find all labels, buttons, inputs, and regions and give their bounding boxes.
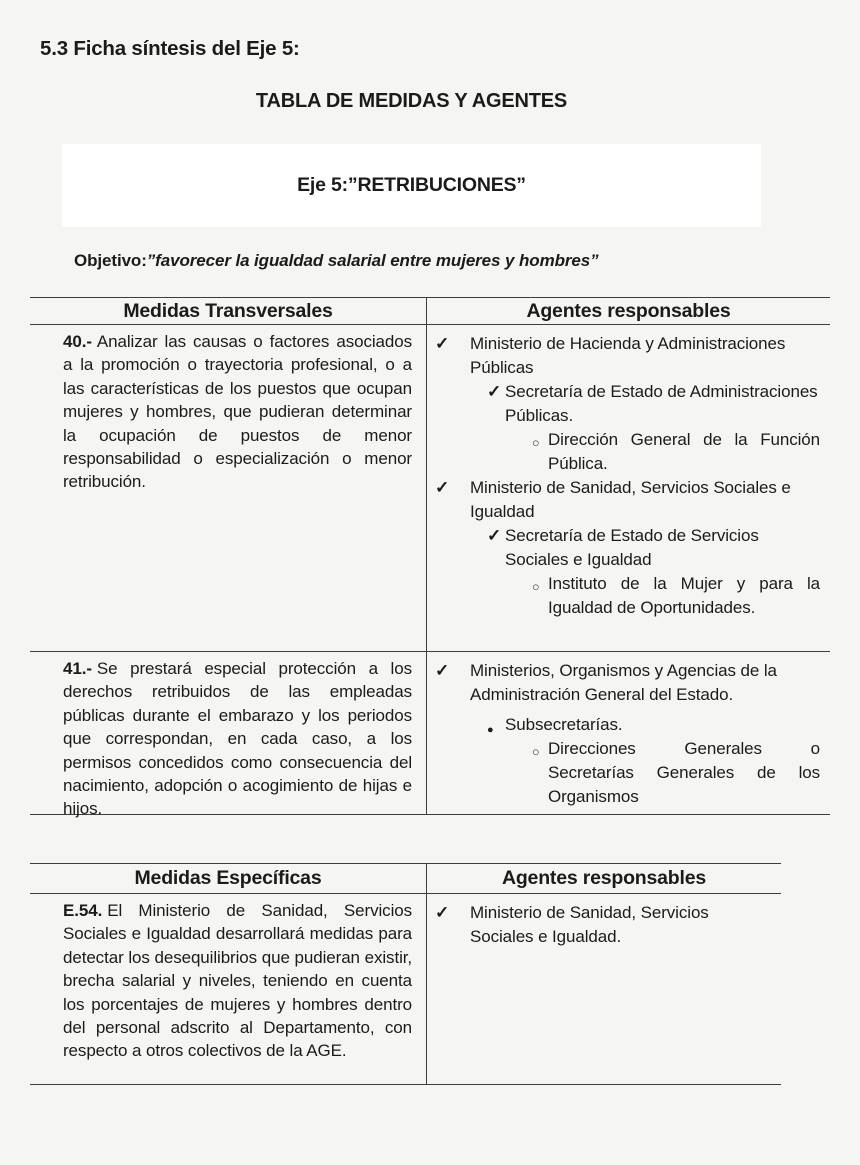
eje-title-box bbox=[62, 144, 761, 227]
table-medidas-transversales bbox=[30, 297, 830, 819]
agent-item: ✓ Secretaría de Estado de Administraciones Públicas. bbox=[487, 382, 818, 425]
check-icon: ✓ bbox=[487, 526, 502, 545]
circle-bullet-icon: ○ bbox=[532, 745, 540, 759]
agent-item: ✓ Secretaría de Estado de Servicios Sociales e Igualdad bbox=[487, 526, 759, 569]
objective-line bbox=[74, 251, 599, 271]
agents-40-cell bbox=[427, 325, 830, 651]
dot-bullet-icon: ● bbox=[487, 724, 494, 736]
measure-41-cell bbox=[30, 652, 427, 819]
table2-row-e54 bbox=[30, 894, 781, 1085]
measure-41-text: 41.- Se prestará especial protección a los derechos retribuidos de las empleadas públicas durante el embarazo y los periodos que correspondan, en cada caso, a los permisos concedidos como consecuencia del nacimiento, adopción o acogimiento de hijas e hijos. bbox=[63, 659, 412, 819]
check-icon: ✓ bbox=[435, 478, 450, 497]
circle-bullet-icon: ○ bbox=[532, 580, 540, 594]
measure-e54-text: E.54. El Ministerio de Sanidad, Servicios Sociales e Igualdad desarrollará medidas para detectar los desequilibrios que pudieran existir, brecha salarial y niveles, teniendo en cuenta los porcentajes de mujeres y hombres dentro del personal adscrito al Departamento, con respecto a otros colectivos de la AGE. bbox=[63, 901, 412, 1061]
table1-header-row bbox=[30, 298, 830, 325]
doc-title: TABLA DE MEDIDAS Y AGENTES bbox=[255, 90, 568, 112]
agents-41-cell bbox=[427, 652, 830, 814]
eje-title: Eje 5:”RETRIBUCIONES” bbox=[297, 174, 526, 196]
agent-item: ○ Direcciones Generales o Secretarías Generales de los Organismos bbox=[532, 739, 820, 806]
agents-e54-cell bbox=[427, 894, 781, 1084]
check-icon: ✓ bbox=[435, 903, 450, 922]
measure-41-number: 41.- bbox=[63, 659, 92, 678]
agent-item: ✓ Ministerio de Hacienda y Administraciones Públicas bbox=[435, 334, 786, 377]
agent-item: ● Subsecretarías. bbox=[427, 713, 820, 737]
check-icon: ✓ bbox=[435, 334, 450, 353]
measure-40-number: 40.- bbox=[63, 332, 92, 351]
check-icon: ✓ bbox=[435, 661, 450, 680]
objective-quote: ”favorecer la igualdad salarial entre mujeres y hombres” bbox=[146, 251, 599, 270]
agent-item: ✓ Ministerio de Sanidad, Servicios Sociales e Igualdad bbox=[435, 478, 791, 521]
measure-40-cell bbox=[30, 325, 427, 651]
header-agentes-responsables-2: Agentes responsables bbox=[501, 867, 707, 889]
header-agentes-responsables-1: Agentes responsables bbox=[526, 299, 731, 322]
table2-header-row bbox=[30, 864, 781, 894]
table1-row-41 bbox=[30, 652, 830, 819]
measure-e54-number: E.54. bbox=[63, 901, 103, 920]
agent-item: ○ Instituto de la Mujer y para la Igualdad de Oportunidades. bbox=[532, 574, 820, 617]
header-medidas-transversales: Medidas Transversales bbox=[30, 298, 427, 324]
circle-bullet-icon: ○ bbox=[532, 436, 540, 450]
agent-item: ✓ Ministerios, Organismos y Agencias de la Administración General del Estado. bbox=[435, 661, 777, 704]
measure-40-text: 40.- Analizar las causas o factores asociados a la promoción o trayectoria profesional, o a las características de los puestos que ocupan mujeres y hombres, que pudieran determinar la ocupación de puestos de menor responsabilidad o especialización o menor retribución. bbox=[63, 332, 412, 492]
table1-row-40 bbox=[30, 325, 830, 652]
section-heading: 5.3 Ficha síntesis del Eje 5: bbox=[40, 37, 300, 60]
check-icon: ✓ bbox=[487, 382, 502, 401]
measure-e54-cell bbox=[30, 894, 427, 1084]
table-medidas-especificas bbox=[30, 863, 781, 1085]
agent-item: ✓ Ministerio de Sanidad, Servicios Sociales e Igualdad. bbox=[435, 903, 709, 946]
agent-item: ○ Dirección General de la Función Pública. bbox=[532, 430, 820, 473]
objective-label: Objetivo: bbox=[74, 251, 147, 270]
header-medidas-especificas: Medidas Específicas bbox=[30, 864, 427, 893]
